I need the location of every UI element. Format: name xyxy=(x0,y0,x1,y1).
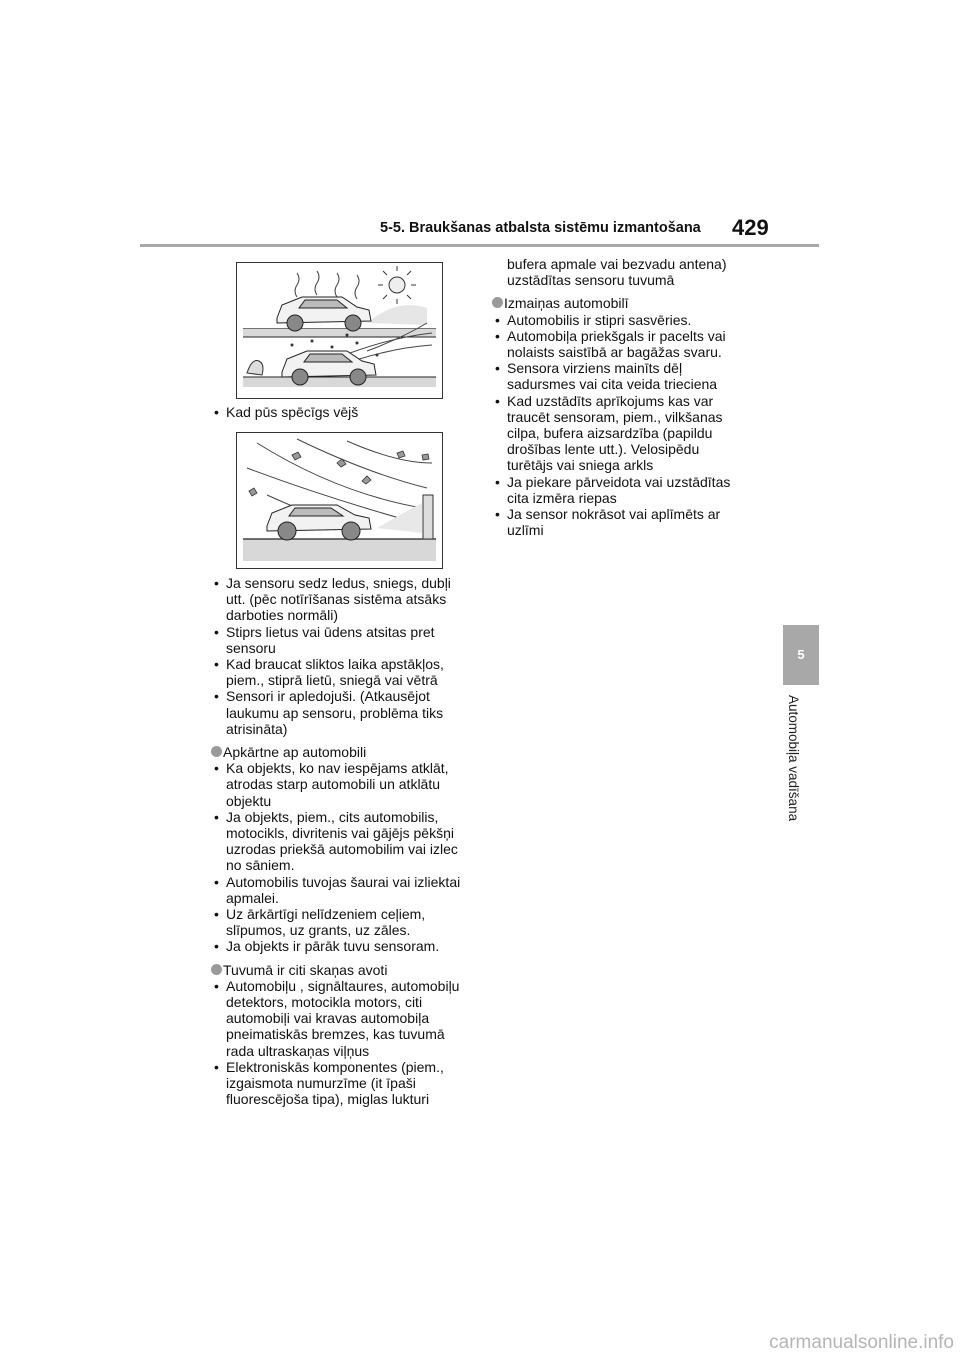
list-item: • Kad braucat sliktos laika apstākļos, piem., stiprā lietū, sniegā vai vētrā xyxy=(211,656,471,688)
list-item: • Ja objekts ir pārāk tuvu sensoram. xyxy=(211,938,471,954)
section-title: Apkārtne ap automobili xyxy=(223,744,367,761)
figure-weather xyxy=(236,262,443,399)
list-item: • Kad uzstādīts aprīkojums kas var traucēt sensoram, piem., vilkšanas cilpa, bufera aizsardzība (papildu drošības lente utt.). Velosipēdu turētājs vai sniega arkls xyxy=(492,393,747,474)
car-wind-leaves-illustration-icon xyxy=(237,433,442,568)
section-surroundings xyxy=(211,744,471,760)
list-item: • Uz ārkārtīgi nelīdzeniem ceļiem, slīpumos, uz grants, uz zāles. xyxy=(211,906,471,938)
page-number: 429 xyxy=(732,215,769,240)
list-item: • Automobilis tuvojas šaurai vai izliektai apmalei. xyxy=(211,874,471,906)
list-conditions xyxy=(211,575,471,737)
list-item: • Sensori ir apledojuši. (Atkausējot laukumu ap sensoru, problēma tiks atrisināta) xyxy=(211,688,471,737)
list-item: • Automobiļu , signāltaures, automobiļu detektors, motocikla motors, citi automobiļi vai kravas automobiļa pneimatiskās bremzes, kas tuvumā rada ultraskaņas viļņus xyxy=(211,978,471,1059)
car-sun-rain-illustration-icon xyxy=(237,263,442,398)
header-divider xyxy=(140,244,819,247)
list-item: • Stiprs lietus vai ūdens atsitas pret sensoru xyxy=(211,624,471,656)
section-title: Tuvumā ir citi skaņas avoti xyxy=(223,961,388,978)
list-item: • Ja piekare pārveidota vai uzstādītas cita izmēra riepas xyxy=(492,474,747,506)
list-item: • Elektroniskās komponentes (piem., izgaismota numurzīme (it īpaši fluorescējoša tipa), miglas lukturi xyxy=(211,1059,471,1108)
bullet-icon xyxy=(211,964,222,975)
watermark: carmanualsonline.info xyxy=(769,1332,954,1353)
list-item: • Ka objekts, ko nav iespējams atklāt, atrodas starp automobili un atklātu objektu xyxy=(211,760,471,809)
list-surroundings xyxy=(211,760,471,954)
chapter-tab xyxy=(783,625,819,685)
list-item: • Kad pūs spēcīgs vējš xyxy=(211,404,358,420)
continuation-text: bufera apmale vai bezvadu antena) uzstādītas sensoru tuvumā xyxy=(507,256,727,289)
right-column xyxy=(492,256,747,538)
list-item: • Automobilis ir stipri sasvēries. xyxy=(492,312,747,328)
figure-wind xyxy=(236,432,443,569)
section-title: Izmaiņas automobilī xyxy=(504,295,629,312)
list-changes xyxy=(492,312,747,539)
section-changes xyxy=(492,295,747,311)
list-sound xyxy=(211,978,471,1108)
list-item: • Ja objekts, piem., cits automobilis, motocikls, divritenis vai gājējs pēkšņi uzrodas priekšā automobilim vai izlec no sāniem. xyxy=(211,809,471,874)
list-item: • Sensora virziens mainīts dēļ sadursmes vai cita veida trieciena xyxy=(492,360,747,392)
page-header-title: 5-5. Braukšanas atbalsta sistēmu izmantošana xyxy=(380,220,701,236)
bullet-icon xyxy=(492,297,503,308)
left-column xyxy=(211,575,471,1108)
chapter-title: Automobiļa vadīšana xyxy=(786,695,801,822)
list-item: • Ja sensor nokrāsot vai aplīmēts ar uzlīmi xyxy=(492,506,747,538)
bullet-icon xyxy=(211,746,222,757)
section-sound xyxy=(211,962,471,978)
chapter-number: 5 xyxy=(797,647,805,662)
caption-wind xyxy=(211,404,358,420)
list-item: • Automobiļa priekšgals ir pacelts vai nolaists saistībā ar bagāžas svaru. xyxy=(492,328,747,360)
list-item: • Ja sensoru sedz ledus, sniegs, dubļi utt. (pēc notīrīšanas sistēma atsāks darboties normāli) xyxy=(211,575,471,624)
